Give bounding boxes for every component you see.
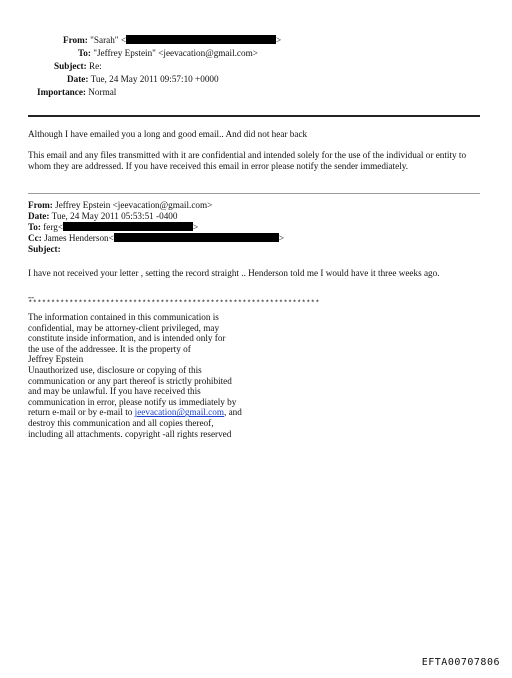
signature-stars: **************************************************************** [28, 300, 320, 308]
from-value: "Sarah" < [90, 35, 127, 45]
disclaimer-line: The information contained in this communication is [28, 312, 219, 322]
fwd-from-label: From: [28, 200, 53, 210]
fwd-to-value: ferg< [43, 222, 64, 232]
disclaimer-line: Jeffrey Epstein [28, 354, 84, 365]
to-label: To: [78, 48, 91, 58]
date-label: Date: [67, 74, 89, 84]
importance-value: Normal [88, 87, 117, 97]
header-date [67, 73, 219, 85]
fwd-subject-label: Subject: [28, 244, 61, 254]
fwd-to-close: > [193, 222, 199, 232]
fwd-from-value: Jeffrey Epstein <jeevacation@gmail.com> [55, 200, 213, 210]
fwd-cc-value: James Henderson< [44, 233, 114, 243]
to-value: "Jeffrey Epstein" <jeevacation@gmail.com> [93, 48, 258, 58]
fwd-to-label: To: [28, 222, 41, 232]
disclaimer-line: communication in error, please notify us immediately by [28, 396, 237, 407]
body-line: Although I have emailed you a long and good email.. And did not hear back [28, 129, 308, 139]
disclaimer-line: Unauthorized use, disclosure or copying of this [28, 364, 202, 375]
disclaimer-line: and may be unlawful. If you have received this [28, 386, 201, 397]
date-value: Tue, 24 May 2011 09:57:10 +0000 [90, 74, 219, 84]
header-importance [37, 86, 116, 98]
redaction-block [63, 222, 193, 231]
importance-label: Importance: [37, 87, 86, 97]
header-divider [28, 115, 480, 117]
disclaimer-line: the use of the addressee. It is the property of [28, 343, 191, 354]
disclaimer [28, 312, 278, 439]
redaction-block [126, 35, 276, 44]
fwd-to [28, 222, 198, 233]
subject-label: Subject: [54, 61, 87, 71]
bates-number: EFTA00707806 [421, 657, 500, 668]
fwd-date-value: Tue, 24 May 2011 05:53:51 -0400 [51, 211, 178, 221]
fwd-cc [28, 233, 284, 244]
header-from [63, 34, 281, 46]
fwd-from [28, 200, 212, 211]
disclaimer-line [28, 407, 278, 418]
confidentiality-notice: This email and any files transmitted with it are confidential and intended solely for the use of the individual or entity to whom they are addressed. If you have received this email in error please notify the sender immediately. [28, 150, 467, 171]
return-suffix: , and [223, 407, 242, 418]
fwd-cc-close: > [278, 233, 284, 243]
disclaimer-line: destroy this communication and all copies thereof, [28, 417, 214, 428]
from-close: > [276, 35, 282, 45]
fwd-date [28, 211, 177, 222]
disclaimer-line: confidential, may be attorney-client privileged, may [28, 322, 220, 333]
header-to [78, 47, 258, 59]
return-prefix: return e-mail or by e-mail to [28, 407, 135, 418]
fwd-message: I have not received your letter , setting the record straight .. Henderson told me I would have it three weeks ago. [28, 268, 440, 278]
disclaimer-line: communication or any part thereof is strictly prohibited [28, 375, 232, 386]
message-divider [28, 193, 480, 194]
disclaimer-line: including all attachments. copyright -all rights reserved [28, 428, 232, 439]
redaction-block [114, 233, 279, 242]
fwd-date-label: Date: [28, 211, 50, 221]
subject-value: Re: [88, 61, 102, 71]
signature-dashes: -- [28, 292, 35, 302]
disclaimer-line: constitute inside information, and is intended only for [28, 333, 226, 344]
header-subject [54, 60, 102, 72]
fwd-cc-label: Cc: [28, 233, 42, 243]
from-label: From: [63, 35, 88, 45]
email-link[interactable]: jeevacation@gmail.com [134, 407, 224, 418]
fwd-subject [28, 244, 61, 255]
